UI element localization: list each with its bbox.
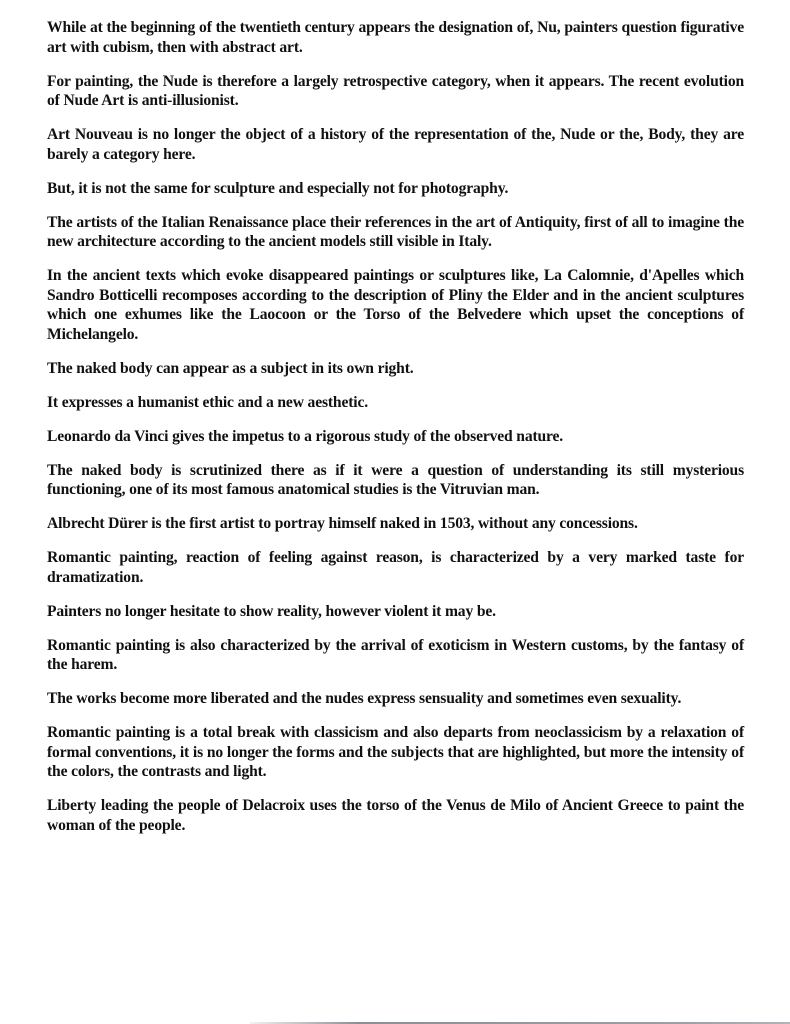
paragraph-ancient-texts: In the ancient texts which evoke disappeared paintings or sculptures like, La Calomnie, d'Apelles which Sandro Botticelli recomposes according to the description of Pliny the Elder and in the ancient sculptures which one exhumes like the Laocoon or the Torso of the Belvedere which upset the conceptions of Michelangelo.	[47, 267, 744, 343]
paragraph-classicism-break: Romantic painting is a total break with classicism and also departs from neoclassicism by a relaxation of formal conventions, it is no longer the forms and the subjects that are highlighted, but more the intensity of the colors, the contrasts and light.	[47, 724, 744, 780]
paragraph-art-nouveau: Art Nouveau is no longer the object of a history of the representation of the, Nude or the, Body, they are barely a category here.	[47, 126, 744, 163]
document-page	[47, 18, 744, 850]
paragraph-reality: Painters no longer hesitate to show reality, however violent it may be.	[47, 602, 496, 620]
paragraph-romantic-dramatization: Romantic painting, reaction of feeling against reason, is characterized by a very marked taste for dramatization.	[47, 549, 744, 586]
paragraph-leonardo: Leonardo da Vinci gives the impetus to a rigorous study of the observed nature.	[47, 427, 564, 445]
paragraph-liberty-delacroix: Liberty leading the people of Delacroix uses the torso of the Venus de Milo of Ancient Greece to paint the woman of the people.	[47, 797, 744, 834]
paragraph-naked-body-subject: The naked body can appear as a subject in its own right.	[47, 359, 414, 377]
paragraph-vitruvian: The naked body is scrutinized there as if it were a question of understanding its still mysterious functioning, one of its most famous anatomical studies is the Vitruvian man.	[47, 461, 744, 498]
paragraph-durer: Albrecht Dürer is the first artist to portray himself naked in 1503, without any concessions.	[47, 515, 638, 532]
paragraph-sensuality: The works become more liberated and the nudes express sensuality and sometimes even sexuality.	[47, 690, 682, 707]
paragraph-cubism: While at the beginning of the twentieth century appears the designation of, Nu, painters question figurative art with cubism, then with abstract art.	[47, 19, 744, 56]
paragraph-humanist-ethic: It expresses a humanist ethic and a new aesthetic.	[47, 393, 368, 411]
paragraph-exoticism: Romantic painting is also characterized by the arrival of exoticism in Western customs, by the fantasy of the harem.	[47, 636, 744, 673]
paragraph-italian-renaissance: The artists of the Italian Renaissance place their references in the art of Antiquity, first of all to imagine the new architecture according to the ancient models still visible in Italy.	[47, 213, 744, 250]
paragraph-sculpture-photography: But, it is not the same for sculpture and especially not for photography.	[47, 179, 509, 197]
paragraph-retrospective: For painting, the Nude is therefore a largely retrospective category, when it appears. The recent evolution of Nude Art is anti-illusionist.	[47, 72, 744, 109]
